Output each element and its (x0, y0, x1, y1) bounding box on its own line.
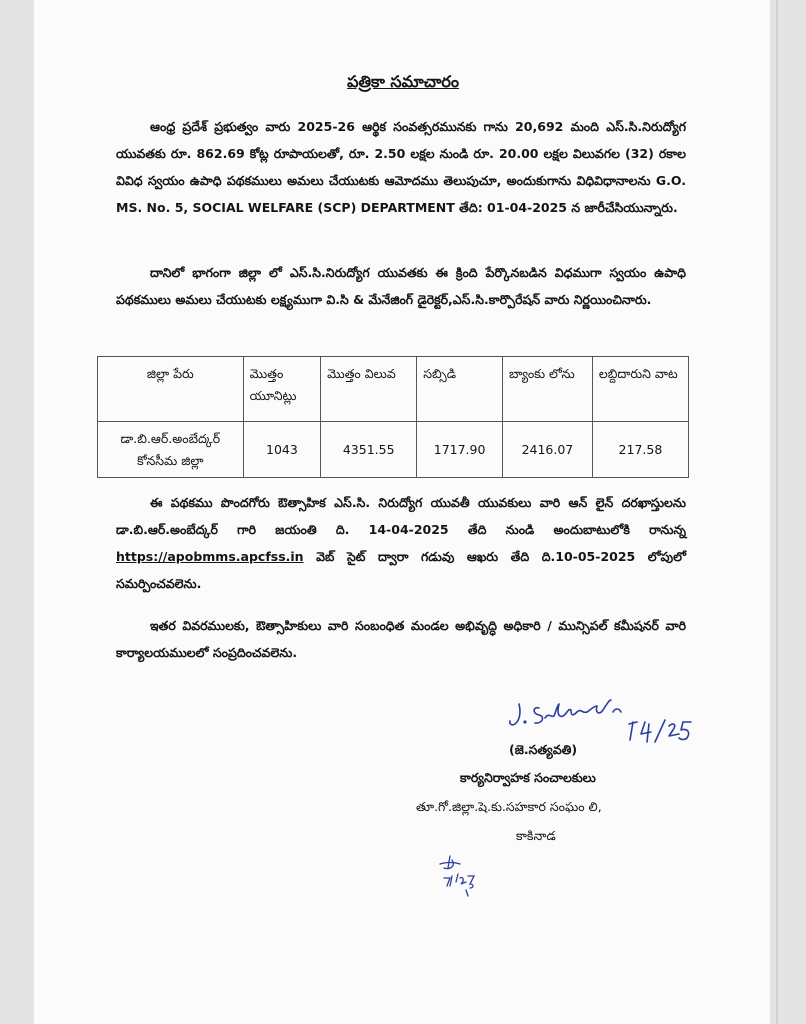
signatory-name: (జె.సత్యవతి) (509, 742, 578, 757)
signatory-designation: కార్యనిర్వాహక సంచాలకులు (460, 770, 596, 785)
paragraph-3-text-before: ఈ పథకము పొందగోరు ఔత్సాహిక ఎస్.సి. నిరుద్యోగ యువతీ యువకులు వారి ఆన్ లైన్ దరఖాస్తులను డా.బి.ఆర్.అంబేద్కర్ గారి జయంతి ది. 14-04-2025 తేది నుండి అందుబాటులోకి రానున్న (116, 495, 686, 537)
targets-table (97, 356, 689, 478)
page-title: పత్రికా సమాచారం (347, 72, 459, 91)
cell-bank-loan: 2416.07 (502, 422, 592, 478)
table-row (98, 422, 689, 478)
cell-total-value: 4351.55 (321, 422, 417, 478)
header-total-value: మొత్తం విలువ (321, 357, 417, 422)
website-link[interactable]: https://apobmms.apcfss.in (116, 549, 304, 564)
paragraph-1-text: ఆంధ్ర ప్రదేశ్ ప్రభుత్వం వారు 2025-26 ఆర్థిక సంవత్సరమునకు గాను 20,692 మంది ఎస్.సి.నిరుద్యోగ యువతకు రూ. 862.69 కోట్ల రూపాయలతో, రూ. 2.50 లక్షల నుండి రూ. 20.00 లక్షల విలువగల (32) రకాల వివిధ స్వయం ఉపాధి పథకములు అమలు చేయుటకు ఆమోదము తెలుపుచూ, అందుకుగాను విధివిధానాలను G.O. MS. No. 5, SOCIAL WELFARE (SCP) DEPARTMENT తేది: 01-04-2025 న జారీచేసియున్నారు. (116, 119, 686, 215)
paragraph-scheme-approval (116, 113, 686, 221)
page-edge-divider (776, 0, 778, 1024)
paragraph-2-text: దానిలో భాగంగా జిల్లా లో ఎస్.సి.నిరుద్యోగ యువతకు ఈ క్రింది పేర్కొనబడిన విధముగా స్వయం ఉపాధి పథకములు అమలు చేయుటకు లక్ష్యముగా వి.సి & మేనేజింగ్ డైరెక్టర్,ఎస్.సి.కార్పొరేషన్ వారు నిర్ణయించినారు. (116, 265, 686, 307)
header-subsidy: సబ్సిడి (417, 357, 503, 422)
cell-district: డా.బి.ఆర్.అంబేద్కర్ కోనసీమ జిల్లా (98, 422, 244, 478)
header-beneficiary-share: లబ్దిదారుని వాట (592, 357, 688, 422)
header-total-units: మొత్తం యూనిట్లు (243, 357, 320, 422)
table-header-row (98, 357, 689, 422)
paragraph-3-text-after: వెబ్ సైట్ ద్వారా గడువు ఆఖరు తేది ది.10-05-2025 లోపులో సమర్పించవలెను. (116, 549, 687, 591)
paragraph-contact-info (116, 612, 686, 666)
cell-beneficiary-share: 217.58 (592, 422, 688, 478)
cell-total-units: 1043 (243, 422, 320, 478)
signatory-place: కాకినాడ (516, 828, 556, 843)
cell-subsidy: 1717.90 (417, 422, 503, 478)
paragraph-application-info (116, 489, 686, 597)
header-bank-loan: బ్యాంకు లోను (502, 357, 592, 422)
signatory-organization: తూ.గో.జిల్లా.షె.కు.సహకార సంఘం లి, (416, 799, 602, 814)
paragraph-district-target (116, 259, 686, 313)
paragraph-4-text: ఇతర వివరములకు, ఔత్సాహికులు వారి సంబంధిత మండల అభివృద్ధి అధికారి / మున్సిపల్ కమీషనర్ వారి కార్యాలయములలో సంప్రదించవలెను. (116, 618, 686, 660)
handwritten-initials (430, 852, 490, 898)
header-district: జిల్లా పేరు (98, 357, 244, 422)
